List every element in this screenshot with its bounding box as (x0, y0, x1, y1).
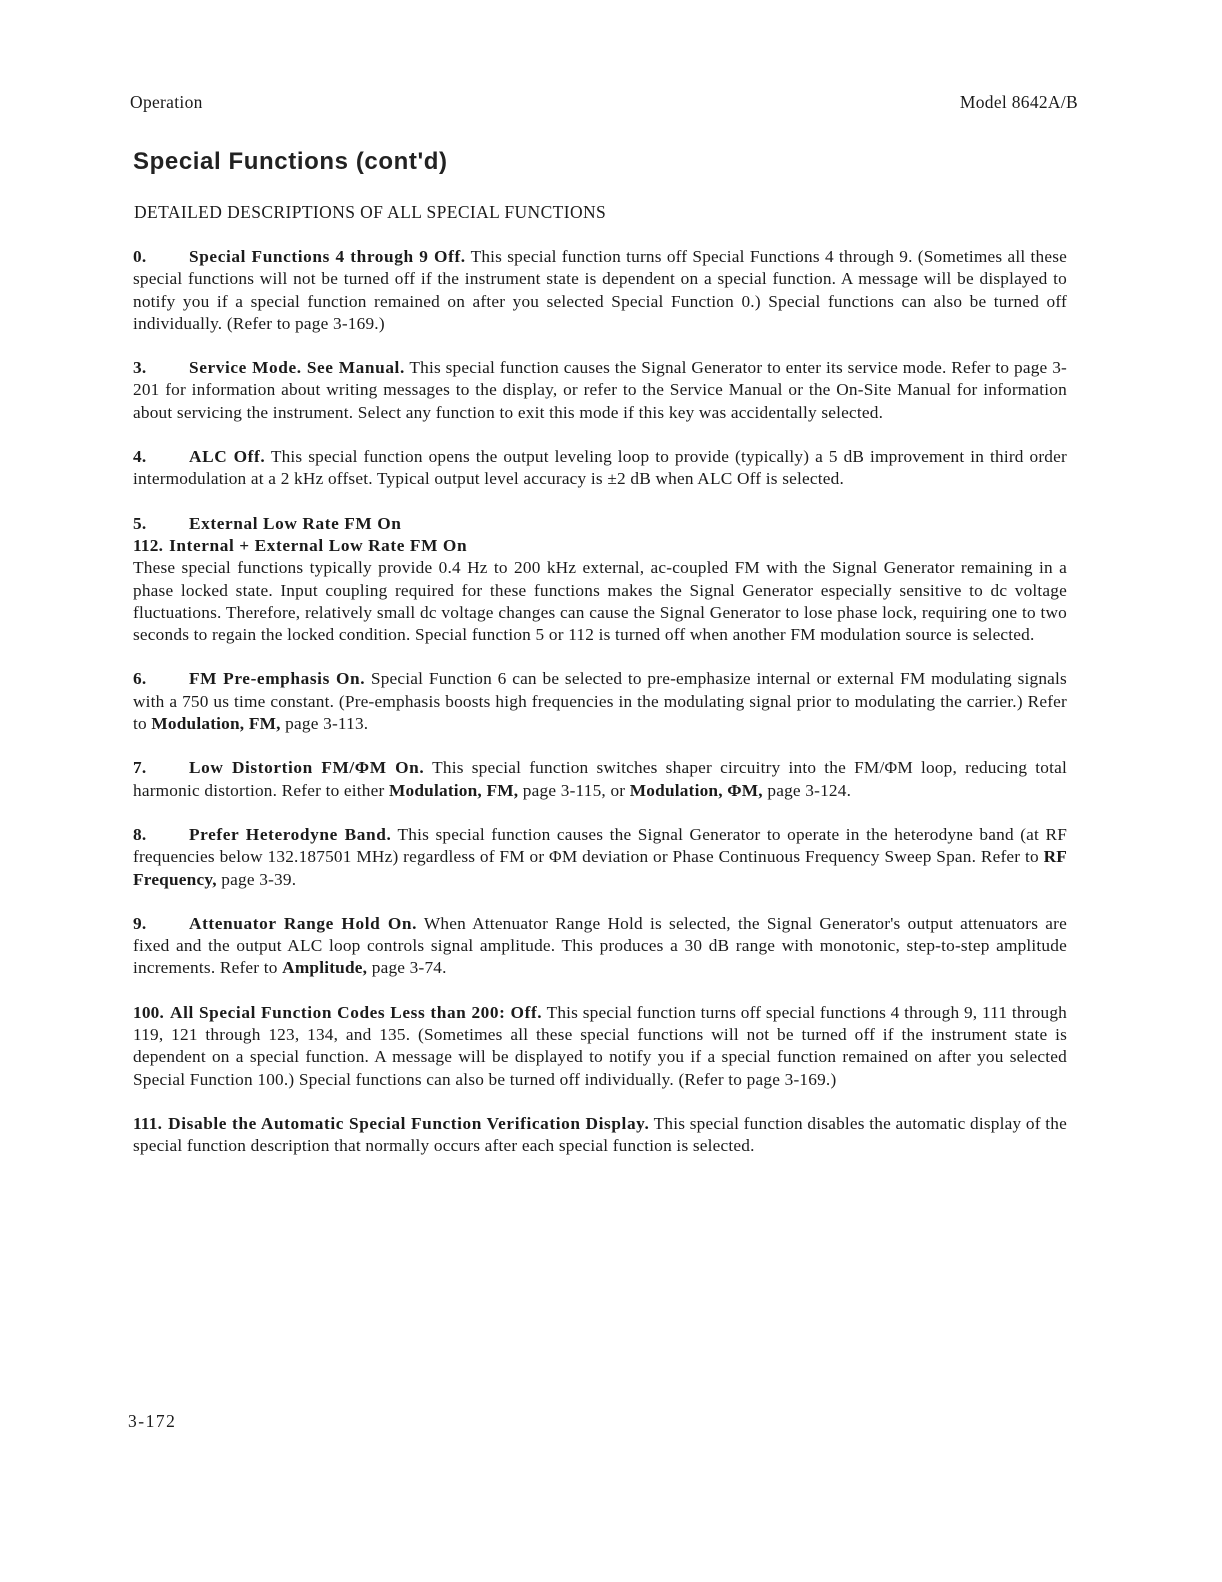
cross-reference: Amplitude, (282, 958, 368, 978)
entry-4: 4. ALC Off. This special function opens the output leveling loop to provide (typically) a 5 dB improvement in third order intermodulation at a 2 kHz offset. Typical output level accuracy is ±2 dB when ALC Off is selected. (133, 447, 1067, 489)
entry-heading: Service Mode. See Manual. (189, 358, 405, 378)
entry-heading: Special Functions 4 through 9 Off. (189, 247, 466, 266)
page-title: Special Functions (cont'd) (133, 148, 448, 175)
entry-heading: All Special Function Codes Less than 200: Off. (170, 1002, 543, 1022)
entry-heading: ALC Off. (189, 447, 266, 467)
page-number: 3-172 (128, 1411, 177, 1431)
entry-text: This special function turns off Special Functions 4 through 9. (Sometimes all these special functions will not be turned off if the instrument state is dependent on a special function. A message will be displayed to notify you if a special function remained on after you selected Special Function 0.) Special functions can also be turned off individually. (Refer to page 3-169.) (133, 247, 1067, 333)
entry-text: Special Function 6 can be selected to pre-emphasize internal or external FM modulating signals with a 750 us time constant. (Pre-emphasis boosts high frequencies in the modulating signal prior to modulating the carrier.) Refer to (133, 669, 1067, 734)
cross-reference: Modulation, ΦM, (629, 780, 763, 800)
section-subtitle: DETAILED DESCRIPTIONS OF ALL SPECIAL FUNCTIONS (134, 202, 607, 222)
cross-reference: RF Frequency, (133, 847, 1067, 889)
entry-text: This special function disables the automatic display of the special function description that normally occurs after each special function is selected. (133, 1113, 1067, 1156)
entry-3: 3. Service Mode. See Manual. This special function causes the Signal Generator to enter its service mode. Refer to page 3-201 for information about writing messages to the display, or refer to the Service Manual or the On-Site Manual for information about servicing the instrument. Select any function to exit this mode if this key was accidentally selected. (133, 358, 1067, 422)
entry-heading: Prefer Heterodyne Band. (189, 824, 392, 844)
entry-text: This special function opens the output leveling loop to provide (typically) a 5 dB improvement in third order intermodulation at a 2 kHz offset. Typical output level accuracy is ±2 dB when ALC Off is selected. (133, 447, 1067, 489)
entry-text: When Attenuator Range Hold is selected, the Signal Generator's output attenuators are fixed and the output ALC loop controls signal amplitude. This produces a 30 dB range with monotonic, step-to-step amplitude increments. Refer to (133, 913, 1067, 978)
entry-heading: Disable the Automatic Special Function Verification Display. (168, 1113, 650, 1133)
entry-5-112: 5. External Low Rate FM On 112. Internal + External Low Rate FM On These special functions typically provide 0.4 Hz to 200 kHz external, ac-coupled FM with the Signal Generator remaining in a phase locked state. Input coupling required for these functions makes the Signal Generator especially sensitive to dc voltage fluctuations. Therefore, relatively small dc voltage changes can cause the Signal Generator to lose phase lock, requiring one to two seconds to regain the locked condition. Special function 5 or 112 is turned off when another FM modulation source is selected. (133, 513, 1067, 645)
entry-text: This special function causes the Signal Generator to operate in the heterodyne band (at RF frequencies below 132.187501 MHz) regardless of FM or ΦM deviation or Phase Continuous Frequency Sweep Span. Refer to (133, 824, 1068, 867)
entry-100: 100. All Special Function Codes Less than 200: Off. This special function turns off special functions 4 through 9, 111 through 119, 121 through 123, 134, and 135. (Sometimes all these special functions will not be turned off if the instrument state is dependent on a special function. A message will be displayed to notify you if a special function remained on after you selected Special Function 100.) Special functions can also be turned off individually. (Refer to page 3-169.) (133, 1002, 1067, 1089)
cross-reference: Modulation, FM, (389, 780, 519, 800)
entry-heading: External Low Rate FM On (189, 513, 402, 533)
entry-6: 6. FM Pre-emphasis On. Special Function 6 can be selected to pre-emphasize internal or external FM modulating signals with a 750 us time constant. (Pre-emphasis boosts high frequencies in the modulating signal prior to modulating the carrier.) Refer to Modulation, FM, page 3-113. (133, 669, 1067, 734)
entry-heading: Attenuator Range Hold On. (189, 913, 418, 933)
entry-text: This special function switches shaper circuitry into the FM/ΦM loop, reducing total harmonic distortion. Refer to either (133, 758, 1067, 800)
entry-7: 7. Low Distortion FM/ΦM On. This special function switches shaper circuitry into the FM/ΦM loop, reducing total harmonic distortion. Refer to either Modulation, FM, page 3-115, or Modulation, ΦM, page 3-124. (133, 758, 1067, 800)
entry-111: 111. Disable the Automatic Special Function Verification Display. This special function disables the automatic display of the special function description that normally occurs after each special function is selected. (133, 1113, 1067, 1156)
cross-reference: Modulation, FM, (151, 714, 281, 734)
document-body (133, 246, 1067, 1180)
entry-heading: Low Distortion FM/ΦM On. (189, 758, 425, 778)
entry-text: These special functions typically provide 0.4 Hz to 200 kHz external, ac-coupled FM with the Signal Generator remaining in a phase locked state. Input coupling required for these functions makes the Signal Generator especially sensitive to dc voltage fluctuations. Therefore, relatively small dc voltage changes can cause the Signal Generator to lose phase lock, requiring one to two seconds to regain the locked condition. Special function 5 or 112 is turned off when another FM modulation source is selected. (133, 558, 1067, 645)
section-label: Operation (130, 92, 203, 112)
entry-8: 8. Prefer Heterodyne Band. This special function causes the Signal Generator to operate in the heterodyne band (at RF frequencies below 132.187501 MHz) regardless of FM or ΦM deviation or Phase Continuous Frequency Sweep Span. Refer to RF Frequency, page 3-39. (133, 824, 1068, 889)
entry-heading: FM Pre-emphasis On. (189, 669, 366, 689)
entry-text: This special function causes the Signal Generator to enter its service mode. Refer to page 3-201 for information about writing messages to the display, or refer to the Service Manual or the On-Site Manual for information about servicing the instrument. Select any function to exit this mode if this key was accidentally selected. (133, 358, 1067, 422)
page-header (130, 92, 1078, 118)
entry-heading-2: Internal + External Low Rate FM On (169, 535, 468, 555)
entry-text: This special function turns off special functions 4 through 9, 111 through 119, 121 through 123, 134, and 135. (Sometimes all these special functions will not be turned off if the instrument state is dependent on a special function. A message will be displayed to notify you if a special function remained on after you selected Special Function 100.) Special functions can also be turned off individually. (Refer to page 3-169.) (133, 1002, 1067, 1089)
entry-9: 9. Attenuator Range Hold On. When Attenuator Range Hold is selected, the Signal Generator's output attenuators are fixed and the output ALC loop controls signal amplitude. This produces a 30 dB range with monotonic, step-to-step amplitude increments. Refer to Amplitude, page 3-74. (133, 913, 1067, 978)
model-label: Model 8642A/B (959, 92, 1078, 112)
entry-0: 0. Special Functions 4 through 9 Off. This special function turns off Special Functions 4 through 9. (Sometimes all these special functions will not be turned off if the instrument state is dependent on a special function. A message will be displayed to notify you if a special function remained on after you selected Special Function 0.) Special functions can also be turned off individually. (Refer to page 3-169.) (133, 247, 1067, 333)
